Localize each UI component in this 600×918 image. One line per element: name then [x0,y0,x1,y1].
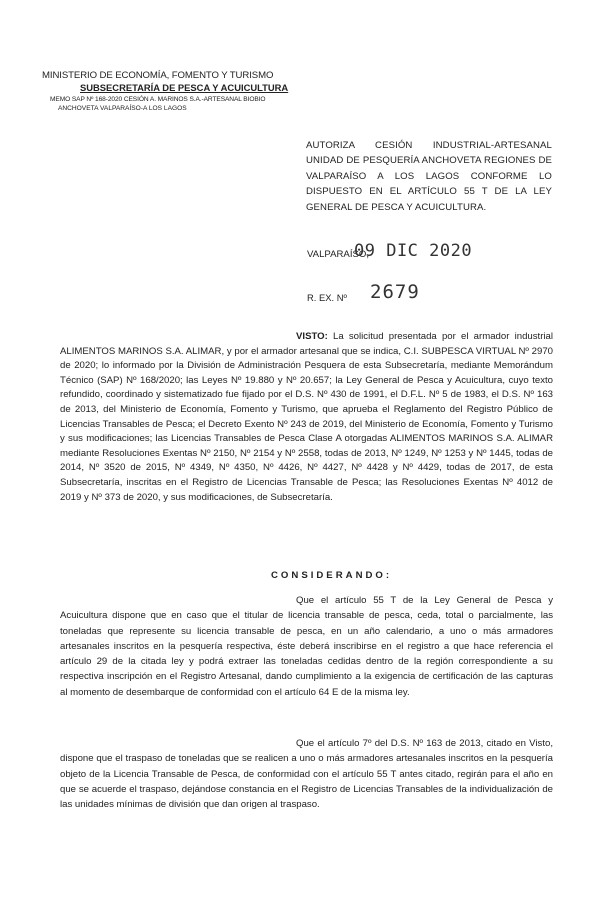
considerando-heading: CONSIDERANDO: [271,570,393,581]
memo-reference: MEMO SAP Nº 168-2020 CESIÓN A. MARINOS S.A.-ARTESANAL BIOBIO [50,96,266,103]
place-label: VALPARAÍSO, [307,249,370,260]
resolution-number-stamp: 2679 [370,281,420,303]
considerando-paragraph-2: Que el artículo 7º del D.S. Nº 163 de 2013, citado en Visto, dispone que el traspaso de toneladas que se realicen a uno o más armadores artesanales inscritos en la pesquería objeto de la Licencia Transable de Pesca, de conformidad con el artículo 55 T antes citado, regirán para el año en que se acuerde el traspaso, dejándose constancia en el Registro de Licencias Transables de la individualización de las unidades mínimas de división que dan origen al traspaso. [60,738,553,811]
subsecretaria-name: SUBSECRETARÍA DE PESCA Y ACUICULTURA [80,82,289,93]
letterhead [42,70,292,112]
resolution-number-label: R. EX. Nº [307,292,347,303]
visto-section [60,330,553,505]
visto-label: VISTO: [296,331,328,342]
date-stamp: 09 DIC 2020 [354,241,473,261]
considerando-paragraph-1: Que el artículo 55 T de la Ley General de Pesca y Acuicultura dispone que en caso que el titular de licencia transable de pesca, ceda, total o parcialmente, las toneladas que represente su licencia transable de pesca, en un año calendario, a uno o más armadores artesanales inscritos en la pesquería respectiva, éste deberá inscribirse en el registro a que hace referencia el artículo 29 de la citada ley y podrá extraer las toneladas cedidas dentro de la región correspondiente a su respectiva inscripción en el Registro Artesanal, dando cumplimiento a la exigencia de certificación de las capturas al momento de desembarque de conformidad con el artículo 64 E de la misma ley. [60,595,553,698]
visto-text: La solicitud presentada por el armador industrial ALIMENTOS MARINOS S.A. ALIMAR, y por el armador artesanal que se indica, C.I. SUBPESCA VIRTUAL Nº 2970 de 2020; lo informado por la División de Administración Pesquera de esta Subsecretaría, mediante Memorándum Técnico (SAP) Nº 168/2020; las Leyes Nº 19.880 y Nº 20.657; la Ley General de Pesca y Acuicultura, cuyo texto refundido, coordinado y sistematizado fue fijado por el D.S. Nº 430 de 1991, el D.F.L. Nº 5 de 1983, el D.S. Nº 163 de 2013, del Ministerio de Economía, Fomento y Turismo, que aprueba el Reglamento del Registro Público de Licencias Transables de Pesca; el Decreto Exento Nº 243 de 2019, del Ministerio de Economía, Fomento y Turismo y sus modificaciones; las Licencias Transables de Pesca Clase A otorgadas ALIMENTOS MARINOS S.A. ALIMAR mediante Resoluciones Exentas Nº 2150, Nº 2154 y Nº 2558, todas de 2013, Nº 1249, Nº 1253 y Nº 1445, todas de 2014, Nº 3520 de 2015, Nº 4349, Nº 4350, Nº 4426, Nº 4427, Nº 4428 y Nº 4429, todas de 2017, de esta Subsecretaría, inscritas en el Registro de Licencias Transable de Pesca; las Resoluciones Exentas Nº 4012 de 2019 y Nº 373 de 2020, y sus modificaciones, de Subsecretaría. [60,331,553,503]
memo-reference-line2: ANCHOVETA VALPARAÍSO-A LOS LAGOS [58,105,187,112]
ministry-name: MINISTERIO DE ECONOMÍA, FOMENTO Y TURISMO [42,70,274,81]
resolution-subject: AUTORIZA CESIÓN INDUSTRIAL-ARTESANAL UNIDAD DE PESQUERÍA ANCHOVETA REGIONES DE VALPARAÍSO A LOS LAGOS CONFORME LO DISPUESTO EN EL ARTÍCULO 55 T DE LA LEY GENERAL DE PESCA Y ACUICULTURA. [306,140,552,213]
